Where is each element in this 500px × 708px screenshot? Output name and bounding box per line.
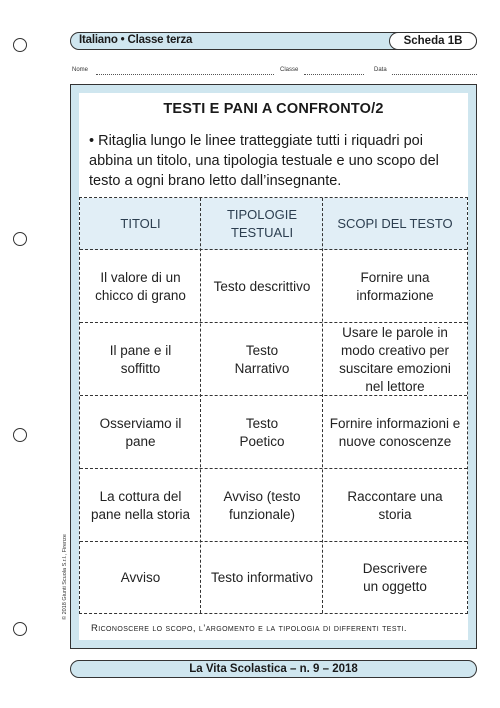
- cut-line: [80, 249, 467, 250]
- header-bar: [70, 32, 477, 50]
- table-cell-purpose: Usare le parole in modo creativo per suscitare emozioni nel lettore: [339, 324, 451, 394]
- table-cell-purpose: Raccontare una storia: [347, 488, 443, 522]
- table-cell-title: La cottura del pane nella storia: [90, 488, 191, 522]
- binder-hole-2: [13, 232, 27, 246]
- copyright-notice: © 2018 Giunti Scuola S.r.l., Firenze: [62, 534, 68, 620]
- table-cell-purpose: Fornire una informazione: [356, 269, 434, 303]
- worksheet-card: [79, 93, 468, 640]
- table-header-scopi: SCOPI DEL TESTO: [323, 198, 467, 250]
- table-cell-title: Osserviamo il pane: [99, 415, 182, 449]
- table-cell-type: Testo informativo: [210, 569, 314, 585]
- name-label: Nome: [72, 67, 89, 73]
- cut-line: [80, 468, 467, 469]
- worksheet-title: TESTI E PANI A CONFRONTO/2: [163, 101, 384, 117]
- cut-line: [80, 395, 467, 396]
- table-cell-title: Il valore di un chicco di grano: [95, 269, 186, 303]
- cut-line: [80, 322, 467, 323]
- table-cell-type: Testo descrittivo: [213, 278, 311, 294]
- cut-line: [80, 541, 467, 542]
- table-cell-purpose: Fornire informazioni e nuove conoscenze: [329, 415, 461, 449]
- cut-line: [322, 198, 323, 613]
- table-cell-type: Testo Narrativo: [234, 342, 290, 376]
- binder-hole-1: [13, 38, 27, 52]
- table-cell-title: Avviso: [120, 569, 161, 585]
- table-header-titoli: TITOLI: [80, 198, 201, 250]
- binder-hole-3: [13, 428, 27, 442]
- table-cell-title: Il pane e il soffitto: [109, 342, 172, 376]
- date-label: Data: [374, 67, 387, 73]
- name-field[interactable]: [96, 74, 274, 75]
- table-cell-type: Avviso (testo funzionale): [223, 488, 301, 522]
- cut-line: [200, 198, 201, 613]
- subject-label: Italiano • Classe terza: [79, 34, 193, 46]
- binder-hole-4: [13, 622, 27, 636]
- date-field[interactable]: [392, 74, 477, 75]
- sheet-number: Scheda 1B: [389, 32, 477, 50]
- student-fields: [72, 66, 477, 78]
- class-label: Classe: [280, 67, 299, 73]
- table-cell-type: Testo Poetico: [239, 415, 285, 449]
- class-field[interactable]: [304, 74, 364, 75]
- table-header-tipologie: TIPOLOGIE TESTUALI: [201, 198, 323, 250]
- footer-bar: La Vita Scolastica – n. 9 – 2018: [70, 660, 477, 678]
- table-cell-purpose: Descrivere un oggetto: [362, 560, 428, 594]
- learning-objective: Riconoscere lo scopo, l’argomento e la tipologia di differenti testi.: [91, 623, 407, 634]
- instructions-text: • Ritaglia lungo le linee tratteggiate tutti i riquadri poi abbina un titolo, una tipologia testuale e uno scopo del testo a ogni brano letto dall’insegnante.: [89, 133, 439, 189]
- cutout-table: [79, 197, 468, 614]
- worksheet-panel: [70, 84, 477, 649]
